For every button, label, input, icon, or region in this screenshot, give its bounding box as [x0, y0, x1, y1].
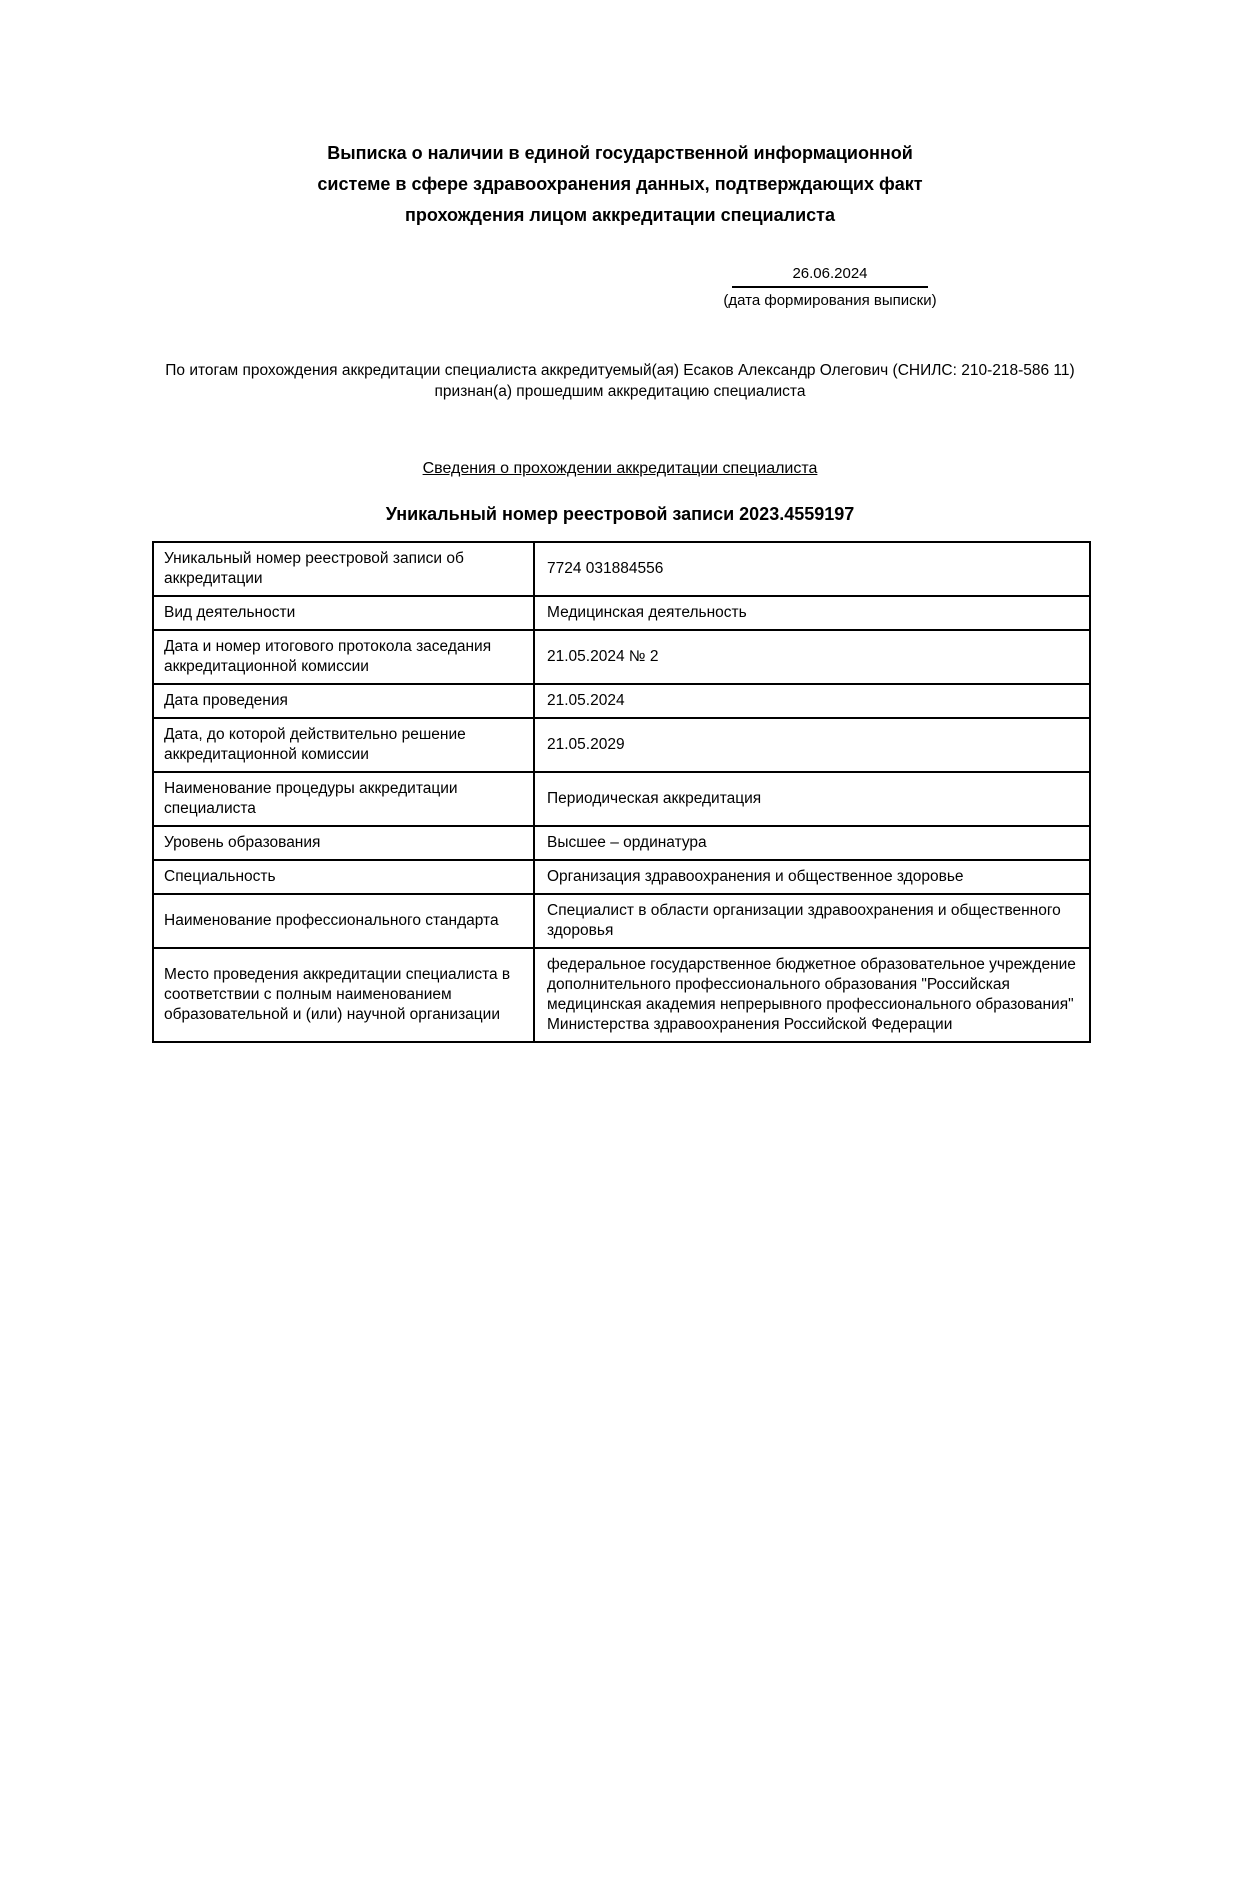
row-value: 21.05.2024	[534, 684, 1090, 718]
row-label: Специальность	[153, 860, 534, 894]
row-label: Дата и номер итогового протокола заседания аккредитационной комиссии	[153, 630, 534, 684]
table-row	[153, 542, 1090, 596]
table-row	[153, 630, 1090, 684]
accreditation-result-paragraph: По итогам прохождения аккредитации специалиста аккредитуемый(ая) Есаков Александр Олегович (СНИЛС: 210-218-586 11) признан(а) прошедшим аккредитацию специалиста	[165, 362, 1075, 400]
formation-date-value: 26.06.2024	[732, 265, 927, 288]
row-value: Медицинская деятельность	[534, 596, 1090, 630]
section-heading: Сведения о прохождении аккредитации специалиста	[422, 460, 818, 477]
row-value: Периодическая аккредитация	[534, 772, 1090, 826]
row-label: Дата проведения	[153, 684, 534, 718]
row-value: 7724 031884556	[534, 542, 1090, 596]
formation-date-block	[706, 265, 954, 310]
row-value: 21.05.2029	[534, 718, 1090, 772]
document-title	[0, 138, 1240, 231]
row-label: Место проведения аккредитации специалиста в соответствии с полным наименованием образовательной и (или) научной организации	[153, 948, 534, 1042]
accreditation-table-body	[153, 542, 1090, 1042]
row-label: Наименование процедуры аккредитации специалиста	[153, 772, 534, 826]
row-label: Дата, до которой действительно решение аккредитационной комиссии	[153, 718, 534, 772]
document-title-line-3: прохождения лицом аккредитации специалиста	[405, 205, 835, 225]
row-label: Вид деятельности	[153, 596, 534, 630]
table-row	[153, 684, 1090, 718]
row-label: Уникальный номер реестровой записи об аккредитации	[153, 542, 534, 596]
table-row	[153, 718, 1090, 772]
row-value: Специалист в области организации здравоохранения и общественного здоровья	[534, 894, 1090, 948]
row-label: Уровень образования	[153, 826, 534, 860]
table-row	[153, 772, 1090, 826]
accreditation-details-table	[152, 541, 1091, 1043]
table-row	[153, 948, 1090, 1042]
row-label: Наименование профессионального стандарта	[153, 894, 534, 948]
row-value: Высшее – ординатура	[534, 826, 1090, 860]
document-title-line-2: системе в сфере здравоохранения данных, подтверждающих факт	[317, 174, 923, 194]
row-value: федеральное государственное бюджетное образовательное учреждение дополнительного профессионального образования "Российская медицинская академия непрерывного профессионального образования" Министерства здравоохранения Российской Федерации	[534, 948, 1090, 1042]
table-row	[153, 596, 1090, 630]
formation-date-caption: (дата формирования выписки)	[723, 292, 937, 309]
table-row	[153, 860, 1090, 894]
registry-number-heading: Уникальный номер реестровой записи 2023.4559197	[385, 504, 855, 524]
table-row	[153, 826, 1090, 860]
row-value: 21.05.2024 № 2	[534, 630, 1090, 684]
table-row	[153, 894, 1090, 948]
row-value: Организация здравоохранения и общественное здоровье	[534, 860, 1090, 894]
document-title-line-1: Выписка о наличии в единой государственной информационной	[327, 143, 913, 163]
